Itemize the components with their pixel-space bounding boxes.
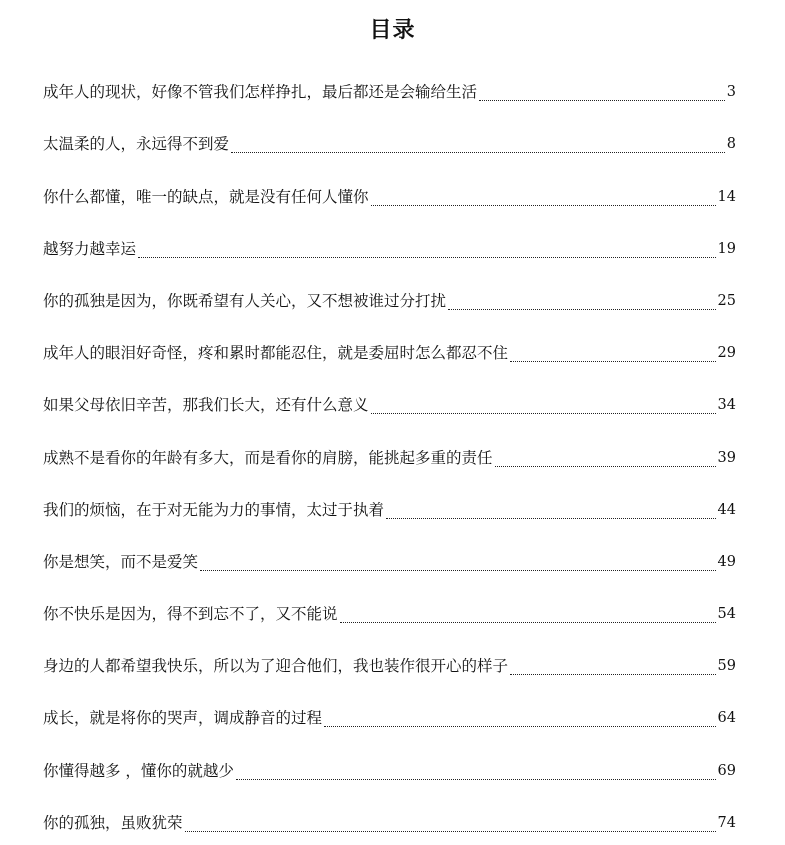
toc-dot-leader [231,152,725,153]
toc-page-number[interactable]: 3 [726,84,736,101]
toc-dot-leader [340,622,716,623]
toc-entry-title[interactable]: 身边的人都希望我快乐，所以为了迎合他们，我也装作很开心的样子 [43,657,509,676]
toc-entry[interactable] [43,427,736,479]
toc-dot-leader [371,413,716,414]
toc-dot-leader [448,309,716,310]
toc-page-number[interactable]: 39 [717,449,736,466]
toc-page-number[interactable]: 59 [717,658,736,675]
toc-entry[interactable] [43,62,736,114]
toc-dot-leader [200,570,716,571]
toc-entry[interactable] [43,323,736,375]
toc-entry-title[interactable]: 你什么都懂，唯一的缺点，就是没有任何人懂你 [43,187,369,206]
toc-page-number[interactable]: 54 [717,606,736,623]
toc-list [43,62,736,845]
toc-entry-title[interactable]: 成年人的眼泪好奇怪，疼和累时都能忍住，就是委屈时怎么都忍不住 [43,344,509,363]
toc-page-number[interactable]: 44 [717,501,736,518]
toc-dot-leader [236,779,716,780]
toc-entry-title[interactable]: 如果父母依旧辛苦，那我们长大，还有什么意义 [43,396,369,415]
toc-page-number[interactable]: 29 [717,345,736,362]
toc-page-number[interactable]: 69 [717,762,736,779]
toc-entry[interactable] [43,375,736,427]
toc-title: 目录 [369,17,416,43]
toc-dot-leader [495,466,716,467]
toc-page-number[interactable]: 19 [717,240,736,257]
toc-page-number[interactable]: 49 [717,553,736,570]
toc-entry-title[interactable]: 成长，就是将你的哭声，调成静音的过程 [43,709,323,728]
toc-dot-leader [138,257,716,258]
toc-dot-leader [185,831,716,832]
toc-dot-leader [371,205,716,206]
toc-entry[interactable] [43,688,736,740]
toc-page-number[interactable]: 74 [717,814,736,831]
toc-entry-title[interactable]: 我们的烦恼，在于对无能为力的事情，太过于执着 [43,500,385,519]
toc-dot-leader [479,100,725,101]
toc-page-number[interactable]: 14 [717,188,736,205]
toc-entry-title[interactable]: 你的孤独，虽败犹荣 [43,813,183,832]
toc-entry[interactable] [43,166,736,218]
toc-entry[interactable] [43,636,736,688]
toc-entry[interactable] [43,114,736,166]
toc-entry-title[interactable]: 越努力越幸运 [43,239,137,258]
toc-page-number[interactable]: 34 [717,397,736,414]
toc-entry-title[interactable]: 你是想笑，而不是爱笑 [43,552,199,571]
toc-entry-title[interactable]: 成年人的现状，好像不管我们怎样挣扎，最后都还是会输给生活 [43,83,478,102]
toc-dot-leader [324,726,716,727]
toc-entry-title[interactable]: 成熟不是看你的年龄有多大，而是看你的肩膀，能挑起多重的责任 [43,448,493,467]
toc-page-number[interactable]: 25 [717,292,736,309]
toc-entry-title[interactable]: 你不快乐是因为，得不到忘不了，又不能说 [43,605,338,624]
toc-entry-title[interactable]: 你懂得越多 ，懂你的就越少 [43,761,234,780]
toc-dot-leader [386,518,716,519]
toc-dot-leader [510,361,716,362]
toc-entry[interactable] [43,271,736,323]
toc-page-number[interactable]: 8 [726,136,736,153]
toc-entry[interactable] [43,793,736,845]
toc-entry[interactable] [43,532,736,584]
toc-dot-leader [510,674,716,675]
toc-entry-title[interactable]: 太温柔的人，永远得不到爱 [43,135,230,154]
toc-entry[interactable] [43,740,736,792]
toc-entry[interactable] [43,584,736,636]
toc-entry-title[interactable]: 你的孤独是因为，你既希望有人关心，又不想被谁过分打扰 [43,291,447,310]
toc-entry[interactable] [43,219,736,271]
toc-page-number[interactable]: 64 [717,710,736,727]
toc-entry[interactable] [43,480,736,532]
